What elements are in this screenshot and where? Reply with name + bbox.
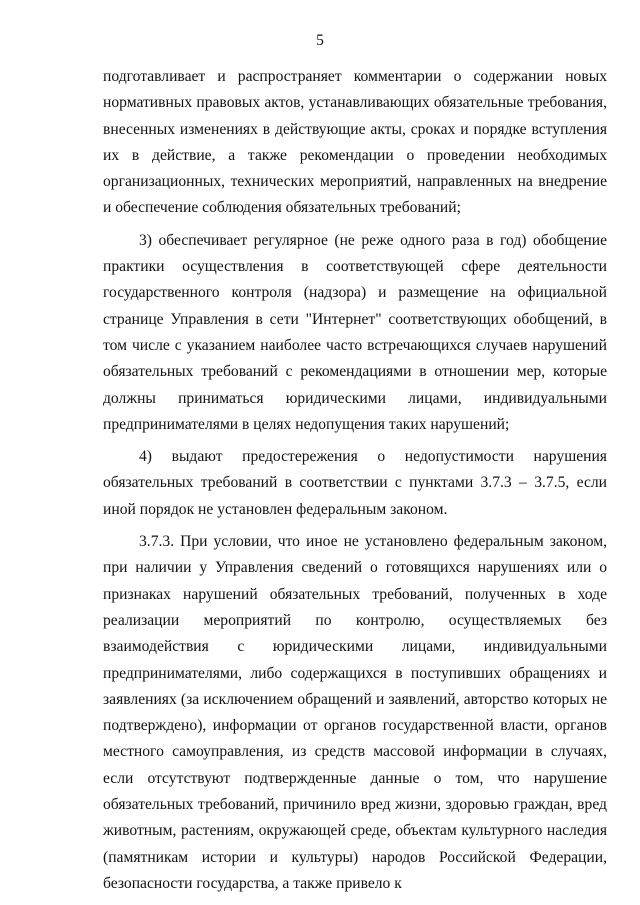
paragraph-item-3: 3) обеспечивает регулярное (не реже одного раза в год) обобщение практики осуществления в соответствующей сфере деятельности государственного контроля (надзора) и размещение на официальной странице Управления в сети "Интернет" соответствующих обобщений, в том числе с указанием наиболее часто встречающихся случаев нарушений обязательных требований с рекомендациями в отношении мер, которые должны приниматься юридическими лицами, индивидуальными предпринимателями в целях недопущения таких нарушений; (103, 231, 607, 433)
paragraph-continuation: подготавливает и распространяет комментарии о содержании новых нормативных правовых актов, устанавливающих обязательные требования, внесенных изменениях в действующие акты, сроках и порядке вступления их в действие, а также рекомендации о проведении необходимых организационных, технических мероприятий, направленных на внедрение и обеспечение соблюдения обязательных требований; (103, 68, 607, 217)
document-body (103, 64, 607, 897)
paragraph-item-4: 4) выдают предостережения о недопустимости нарушения обязательных требований в соответствии с пунктами 3.7.3 – 3.7.5, если иной порядок не установлен федеральным законом. (103, 448, 607, 518)
page-number: 5 (316, 32, 324, 49)
paragraph-clause-3-7-3: 3.7.3. При условии, что иное не установлено федеральным законом, при наличии у Управления сведений о готовящихся нарушениях или о признаках нарушений обязательных требований, полученных в ходе реализации мероприятий по контролю, осуществляемых без взаимодействия с юридическими лицами, индивидуальными предпринимателями, либо содержащихся в поступивших обращениях и заявлениях (за исключением обращений и заявлений, авторство которых не подтверждено), информации от органов государственной власти, органов местного самоуправления, из средств массовой информации в случаях, если отсутствуют подтвержденные данные о том, что нарушение обязательных требований, причинило вред жизни, здоровью граждан, вред животным, растениям, окружающей среде, объектам культурного наследия (памятникам истории и культуры) народов Российской Федерации, безопасности государства, а также привело к (103, 533, 607, 892)
